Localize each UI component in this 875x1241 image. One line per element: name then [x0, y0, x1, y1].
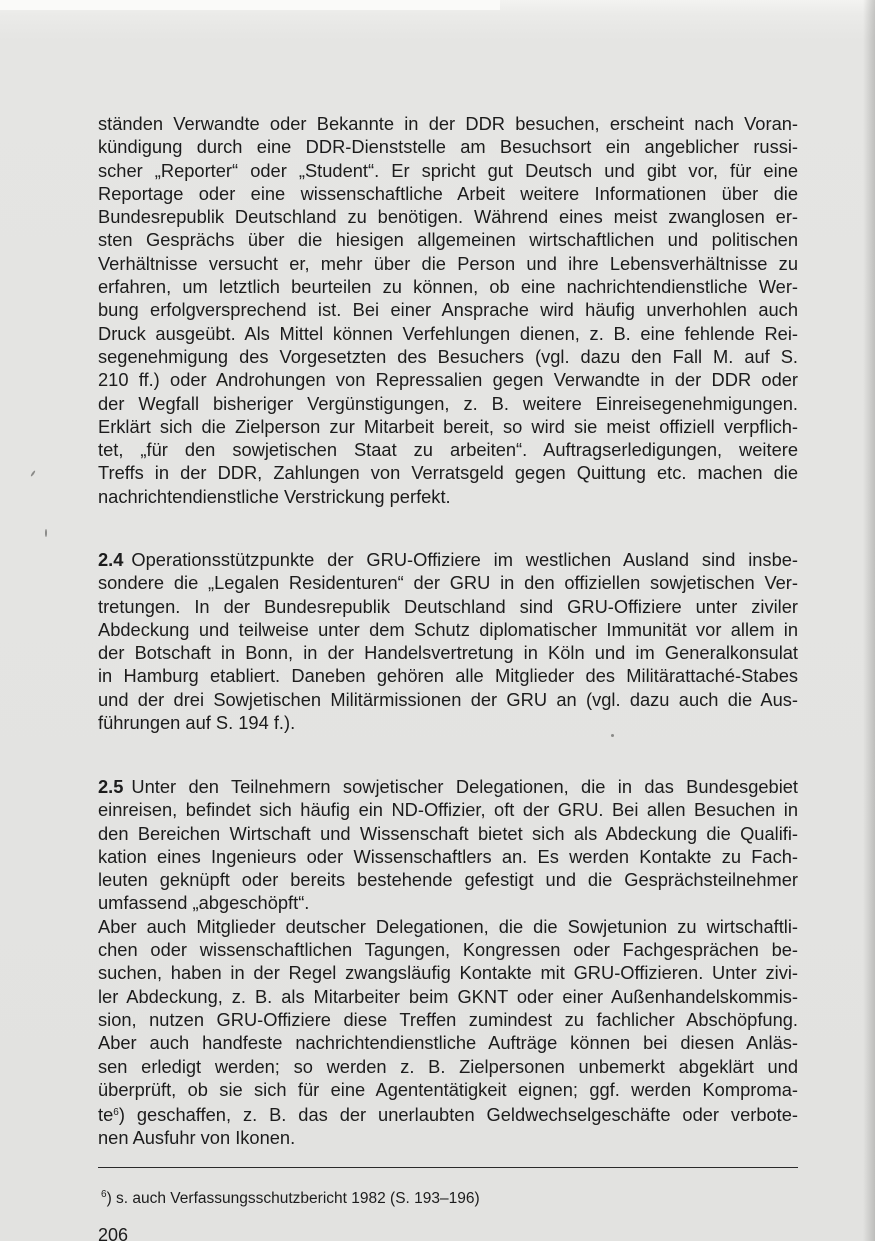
footnote-divider	[98, 1167, 798, 1168]
text-line: nachrichtendienstliche Verstrickung perfekt.	[98, 485, 451, 507]
text-line: einreisen, befindet sich häufig ein ND-Offizier, oft der GRU. Bei allen Besuchen in	[98, 799, 798, 821]
footnote	[101, 1185, 480, 1209]
first-line-text: Operationsstützpunkte der GRU-Offiziere im westlichen Ausland sind insbe-	[131, 549, 798, 570]
text-line: Abdeckung und teilweise unter dem Schutz diplomatischer Immunität vor allem in	[98, 618, 798, 640]
text-line: kündigung durch eine DDR-Dienststelle am Besuchsort ein angeblicher russi-	[98, 136, 798, 158]
paragraph-lines	[98, 798, 798, 1101]
text-line: Druck ausgeübt. Als Mittel können Verfehlungen dienen, z. B. eine fehlende Rei-	[98, 322, 798, 344]
text-line: leuten geknüpft oder bereits bestehende gefestigt und die Gesprächsteilnehmer	[98, 869, 798, 891]
first-line-text: Unter den Teilnehmern sowjetischer Delegationen, die in das Bundesgebiet	[131, 776, 798, 797]
text-line: erfahren, um letztlich beurteilen zu können, ob eine nachrichtendienstliche Wer-	[98, 276, 798, 298]
text-line: überprüft, ob sie sich für eine Agententätigkeit eignen; ggf. werden Komproma-	[98, 1078, 798, 1100]
line-rest: ) geschaffen, z. B. das der unerlaubten Geldwechselgeschäfte oder verbote-	[118, 1104, 798, 1126]
text-line: sen erledigt werden; so werden z. B. Zielpersonen unbemerkt abgeklärt und	[98, 1055, 798, 1077]
footnote-ref-line	[98, 1101, 798, 1126]
paragraph-intro	[98, 112, 798, 508]
scan-top-strip	[0, 0, 500, 10]
section-2-4	[98, 548, 798, 734]
text-line: führungen auf S. 194 f.).	[98, 712, 296, 734]
text-line: 210 ff.) oder Androhungen von Repressalien gegen Verwandte in der DDR oder	[98, 369, 798, 391]
text-line: suchen, haben in der Regel zwangsläufig Kontakte mit GRU-Offizieren. Unter zivi-	[98, 962, 798, 984]
text-line: sten Gesprächs über die hiesigen allgemeinen wirtschaftlichen und politischen	[98, 229, 798, 251]
text-line: Aber auch Mitglieder deutscher Delegationen, die die Sowjetunion zu wirtschaftli-	[98, 915, 798, 937]
text-line: chen oder wissenschaftlichen Tagungen, Kongressen oder Fachgesprächen be-	[98, 939, 798, 961]
text-line: ler Abdeckung, z. B. als Mitarbeiter beim GKNT oder einer Außenhandelskommis-	[98, 985, 798, 1007]
line-start: te	[98, 1104, 114, 1126]
text-line: ständen Verwandte oder Bekannte in der DDR besuchen, erscheint nach Voran-	[98, 113, 798, 134]
paragraph-2-4	[98, 548, 798, 734]
paragraph-lines	[98, 571, 798, 734]
text-line: der Wegfall bisheriger Vergünstigungen, z. B. weitere Einreisegenehmigungen.	[98, 392, 798, 414]
text-line: Bundesrepublik Deutschland zu benötigen. Während eines meist zwanglosen er-	[98, 206, 798, 228]
text-line: Aber auch handfeste nachrichtendienstliche Aufträge können bei diesen Anläs-	[98, 1032, 798, 1054]
text-line: in Hamburg etabliert. Daneben gehören alle Mitglieder des Militärattaché-Stabes	[98, 665, 798, 687]
text-line: Treffs in der DDR, Zahlungen von Verratsgeld gegen Quittung etc. machen die	[98, 462, 798, 484]
page-number: 206	[98, 1225, 129, 1241]
text-line: Reportage oder eine wissenschaftliche Arbeit weitere Informationen über die	[98, 182, 798, 204]
scan-speck	[30, 470, 36, 477]
section-2-5	[98, 775, 798, 1150]
text-line: tet, „für den sowjetischen Staat zu arbeiten“. Auftragserledigungen, weitere	[98, 439, 798, 461]
text-line: und der drei Sowjetischen Militärmissionen der GRU an (vgl. dazu auch die Aus-	[98, 688, 798, 710]
text-line: den Bereichen Wirtschaft und Wissenschaft bietet sich als Abdeckung die Qualifi-	[98, 822, 798, 844]
scan-speck	[611, 734, 614, 737]
text-line: kation eines Ingenieurs oder Wissenschaftlers an. Es werden Kontakte zu Fach-	[98, 845, 798, 867]
text-line: Erklärt sich die Zielperson zur Mitarbeit bereit, so wird sie meist offiziell verpflich-	[98, 415, 798, 437]
section-number: 2.5	[98, 776, 124, 797]
text-line: sion, nutzen GRU-Offiziere diese Treffen zumindest zu fachlicher Abschöpfung.	[98, 1008, 798, 1030]
text-line: tretungen. In der Bundesrepublik Deutschland sind GRU-Offiziere unter ziviler	[98, 595, 798, 617]
scan-speck	[45, 529, 47, 537]
footnote-marker: 6	[101, 1189, 107, 1200]
text-line: Verhältnisse versucht er, mehr über die Person und ihre Lebensverhältnisse zu	[98, 252, 798, 274]
footnote-ref: 6	[113, 1107, 119, 1119]
text-line: scher „Reporter“ oder „Student“. Er spricht gut Deutsch und gibt vor, für eine	[98, 159, 798, 181]
paragraph-2-5	[98, 775, 798, 1150]
last-line: nen Ausfuhr von Ikonen.	[98, 1127, 296, 1149]
text-line: sondere die „Legalen Residenturen“ der GRU in den offiziellen sowjetischen Ver-	[98, 572, 798, 594]
first-line	[98, 775, 798, 798]
footnote-text: ) s. auch Verfassungsschutzbericht 1982 (S. 193–196)	[106, 1190, 480, 1207]
first-line	[98, 548, 798, 571]
scan-edge-shadow	[863, 0, 875, 1241]
text-line: segenehmigung des Vorgesetzten des Besuchers (vgl. dazu den Fall M. auf S.	[98, 345, 798, 367]
section-number: 2.4	[98, 549, 124, 570]
text-line: bung erfolgversprechend ist. Bei einer Ansprache wird häufig unverhohlen auch	[98, 299, 798, 321]
paragraph-lines	[98, 112, 798, 508]
text-line: umfassend „abgeschöpft“.	[98, 892, 310, 914]
text-line: der Botschaft in Bonn, in der Handelsvertretung in Köln und im Generalkonsulat	[98, 642, 798, 664]
